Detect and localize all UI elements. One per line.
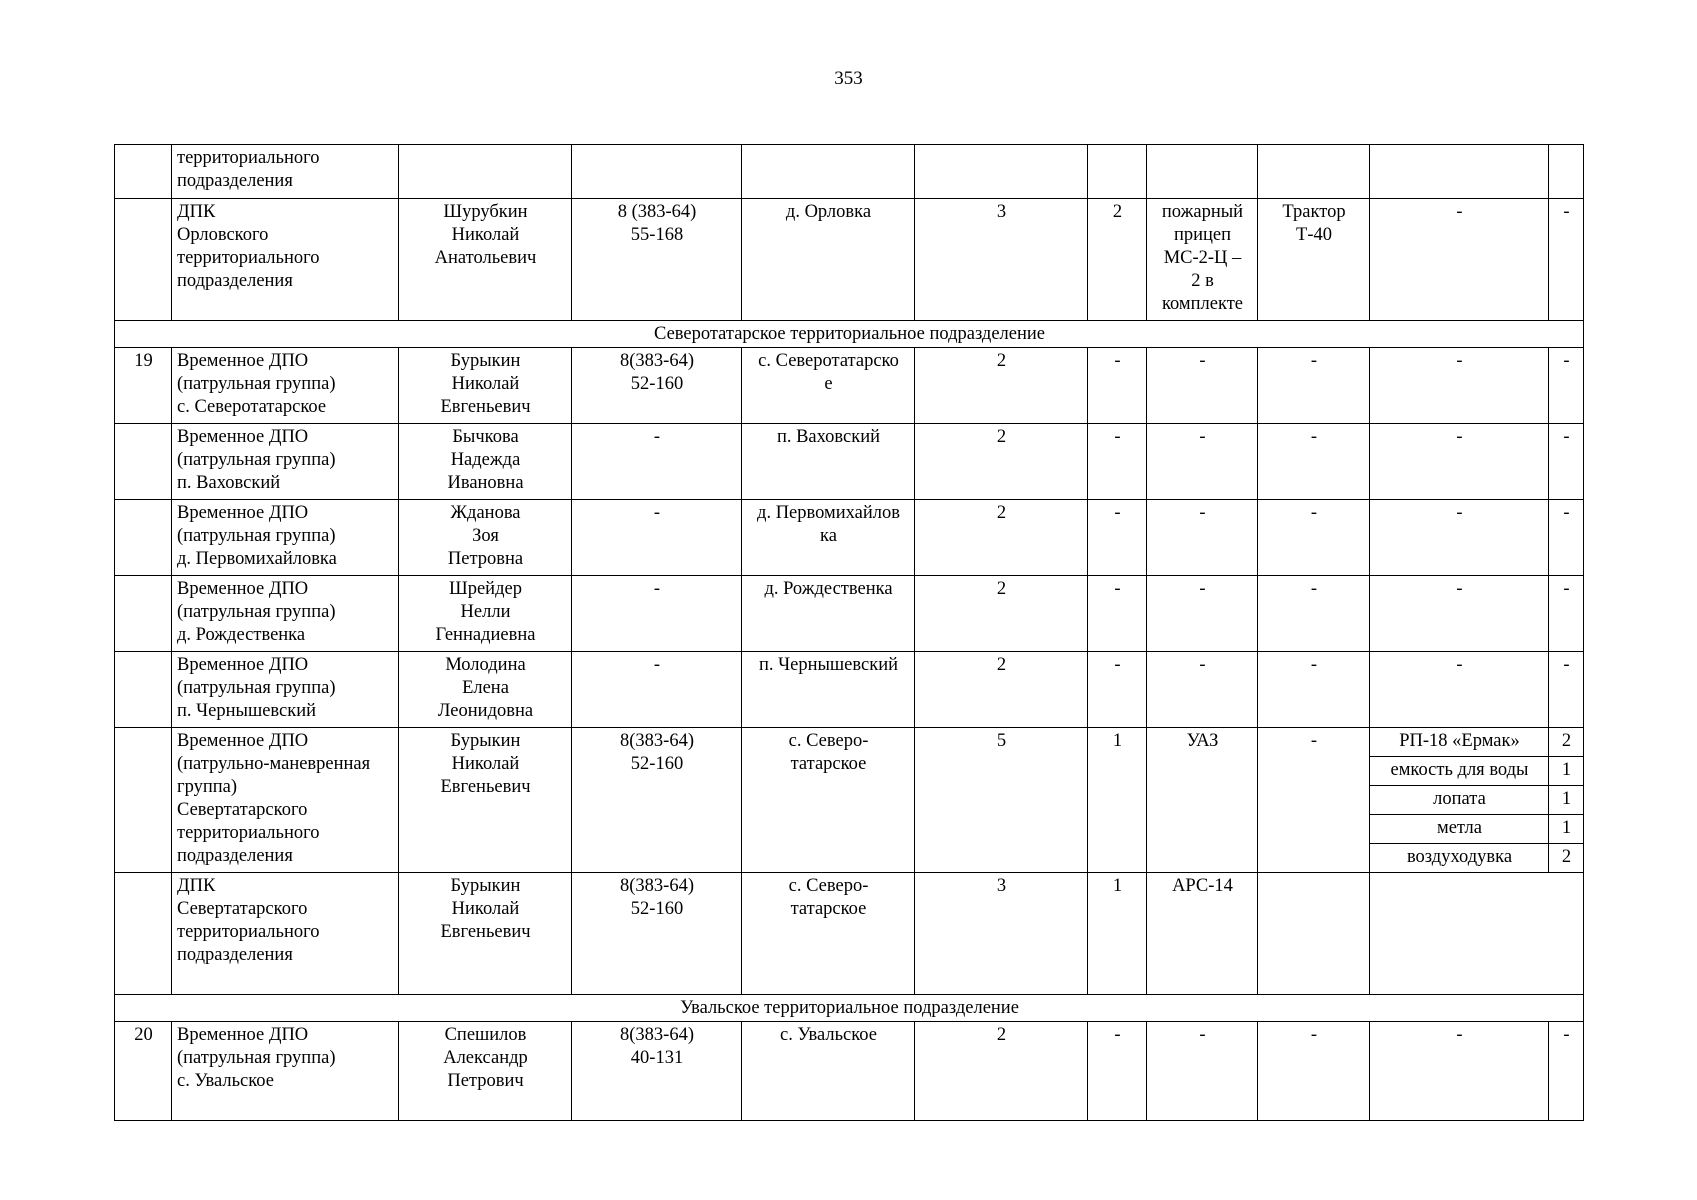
row-number-cell: 20 — [115, 1022, 172, 1121]
phone-cell: 8(383-64) 52-160 — [572, 728, 742, 873]
equipment-cell: - — [1370, 500, 1549, 576]
phone-cell: 8(383-64) 52-160 — [572, 348, 742, 424]
phone-cell: 8(383-64) 40-131 — [572, 1022, 742, 1121]
units-cell: - — [1088, 1022, 1147, 1121]
equipment-cell: - — [1370, 199, 1549, 321]
place-cell: с. Увальское — [742, 1022, 915, 1121]
qty-cell: 1 — [1549, 757, 1584, 786]
tech2-cell: - — [1258, 500, 1370, 576]
units-cell: - — [1088, 424, 1147, 500]
unit-name-cell: Временное ДПО (патрульная группа) д. Первомихайловка — [172, 500, 399, 576]
unit-name-cell: Временное ДПО (патрульная группа) п. Чернышевский — [172, 652, 399, 728]
place-cell: п. Ваховский — [742, 424, 915, 500]
tech2-cell: Трактор Т-40 — [1258, 199, 1370, 321]
people-cell: 3 — [915, 199, 1088, 321]
phone-cell: 8 (383-64) 55-168 — [572, 199, 742, 321]
qty-cell: 1 — [1549, 815, 1584, 844]
place-cell: с. Северотатарско е — [742, 348, 915, 424]
head-cell: Бурыкин Николай Евгеньевич — [399, 728, 572, 873]
head-cell: Бычкова Надежда Ивановна — [399, 424, 572, 500]
units-cell: 2 — [1088, 199, 1147, 321]
equipment-cell: - — [1370, 576, 1549, 652]
section-title: Увальское территориальное подразделение — [115, 995, 1584, 1022]
unit-name-cell: Временное ДПО (патрульная группа) с. Увальское — [172, 1022, 399, 1121]
equipment-cell: РП-18 «Ермак» — [1370, 728, 1549, 757]
tech2-cell: - — [1258, 424, 1370, 500]
table-row — [115, 145, 1584, 199]
qty-cell: - — [1549, 576, 1584, 652]
unit-name-cell: ДПК Орловского территориального подразделения — [172, 199, 399, 321]
phone-cell: 8(383-64) 52-160 — [572, 873, 742, 995]
head-cell: Молодина Елена Леонидовна — [399, 652, 572, 728]
qty-cell: 2 — [1549, 728, 1584, 757]
equipment-cell: - — [1370, 348, 1549, 424]
table-row — [115, 199, 1584, 321]
unit-name-cell: Временное ДПО (патрульная группа) д. Рождественка — [172, 576, 399, 652]
phone-cell: - — [572, 652, 742, 728]
place-cell: п. Чернышевский — [742, 652, 915, 728]
equipment-cell: - — [1370, 424, 1549, 500]
table-row — [115, 348, 1584, 424]
qty-cell: - — [1549, 424, 1584, 500]
tech2-cell: - — [1258, 1022, 1370, 1121]
phone-cell: - — [572, 576, 742, 652]
equipment-cell: емкость для воды — [1370, 757, 1549, 786]
head-cell: Жданова Зоя Петровна — [399, 500, 572, 576]
tech-cell: - — [1147, 500, 1258, 576]
place-cell: д. Первомихайлов ка — [742, 500, 915, 576]
row-number-cell — [115, 145, 172, 199]
people-cell: 2 — [915, 652, 1088, 728]
equipment-cell: метла — [1370, 815, 1549, 844]
units-cell: 1 — [1088, 728, 1147, 873]
units-cell: - — [1088, 652, 1147, 728]
head-cell: Спешилов Александр Петрович — [399, 1022, 572, 1121]
unit-name-cell: Временное ДПО (патрульная группа) с. Северотатарское — [172, 348, 399, 424]
phone-cell: - — [572, 424, 742, 500]
section-header-row — [115, 995, 1584, 1022]
unit-name-cell: Временное ДПО (патрульно-маневренная группа) Севертатарского территориального подразделения — [172, 728, 399, 873]
unit-name-cell: Временное ДПО (патрульная группа) п. Ваховский — [172, 424, 399, 500]
qty-cell: - — [1549, 1022, 1584, 1121]
people-cell: 2 — [915, 576, 1088, 652]
tech-cell: АРС-14 — [1147, 873, 1258, 995]
table-row — [115, 424, 1584, 500]
units-cell: - — [1088, 500, 1147, 576]
qty-cell: - — [1549, 348, 1584, 424]
people-cell: 2 — [915, 500, 1088, 576]
equipment-cell: лопата — [1370, 786, 1549, 815]
head-cell: Шурубкин Николай Анатольевич — [399, 199, 572, 321]
tech-cell: - — [1147, 424, 1258, 500]
tech-cell: - — [1147, 652, 1258, 728]
section-header-row — [115, 321, 1584, 348]
table-row — [115, 1022, 1584, 1121]
page-number: 353 — [834, 68, 863, 89]
table-row — [115, 873, 1584, 995]
tech2-cell: - — [1258, 728, 1370, 873]
head-cell: Шрейдер Нелли Геннадиевна — [399, 576, 572, 652]
qty-cell: - — [1549, 652, 1584, 728]
head-cell: Бурыкин Николай Евгеньевич — [399, 873, 572, 995]
people-cell: 3 — [915, 873, 1088, 995]
table-row — [115, 652, 1584, 728]
head-cell: Бурыкин Николай Евгеньевич — [399, 348, 572, 424]
qty-cell: 1 — [1549, 786, 1584, 815]
units-cell: 1 — [1088, 873, 1147, 995]
tech2-cell: - — [1258, 652, 1370, 728]
equipment-cell: - — [1370, 1022, 1549, 1121]
tech-cell: - — [1147, 1022, 1258, 1121]
tech-cell: УАЗ — [1147, 728, 1258, 873]
people-cell: 2 — [915, 1022, 1088, 1121]
tech2-cell: - — [1258, 348, 1370, 424]
tech2-cell: - — [1258, 576, 1370, 652]
tech-cell: пожарный прицеп МС-2-Ц – 2 в комплекте — [1147, 199, 1258, 321]
table-row — [115, 500, 1584, 576]
people-cell: 2 — [915, 348, 1088, 424]
unit-name-cell: ДПК Севертатарского территориального подразделения — [172, 873, 399, 995]
unit-name-cell: территориального подразделения — [172, 145, 399, 199]
people-cell: 2 — [915, 424, 1088, 500]
place-cell: д. Рождественка — [742, 576, 915, 652]
equipment-cell: - — [1370, 652, 1549, 728]
place-cell: с. Северо- татарское — [742, 728, 915, 873]
qty-cell: - — [1549, 199, 1584, 321]
row-number-cell: 19 — [115, 348, 172, 424]
units-cell: - — [1088, 348, 1147, 424]
fire-units-table — [114, 144, 1584, 1121]
place-cell: с. Северо- татарское — [742, 873, 915, 995]
tech-cell: - — [1147, 348, 1258, 424]
equipment-cell: воздуходувка — [1370, 844, 1549, 873]
phone-cell: - — [572, 500, 742, 576]
section-title: Северотатарское территориальное подразделение — [115, 321, 1584, 348]
qty-cell: - — [1549, 500, 1584, 576]
place-cell: д. Орловка — [742, 199, 915, 321]
table-row — [115, 576, 1584, 652]
units-cell: - — [1088, 576, 1147, 652]
qty-cell: 2 — [1549, 844, 1584, 873]
people-cell: 5 — [915, 728, 1088, 873]
table-row — [115, 728, 1584, 757]
tech-cell: - — [1147, 576, 1258, 652]
